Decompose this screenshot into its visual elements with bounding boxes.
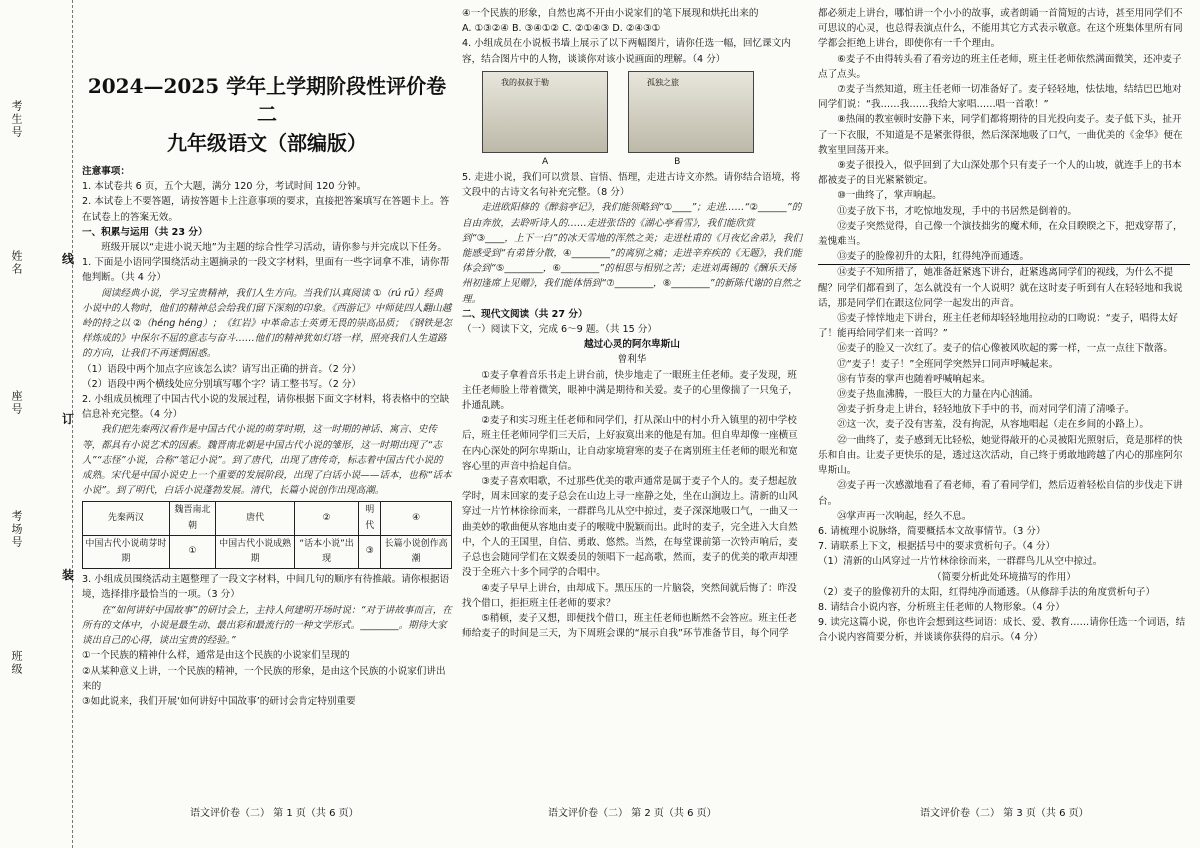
table-row (83, 502, 452, 535)
table-cell: 魏晋南北朝 (169, 502, 215, 535)
question-7-sub: （1）清新的山风穿过一片竹林徐徐而来，一群群鸟儿从空中掠过。 (818, 556, 1103, 568)
article-paragraph: ⑧热闹的教室顿时安静下来，同学们都将期待的目光投向麦子。麦子低下头，扯开了一下衣服，不知道是不是紧张得很，然后深深地吸了口气，一曲优美的《金华》便在教室里回荡开来。 (818, 114, 1183, 156)
sentence-option: ②从某种意义上讲，一个民族的精神，一个民族的形象，是由这个民族的小说家们讲出来的 (82, 665, 446, 692)
cut-line-mark: 装 (62, 568, 75, 582)
article-paragraph: ⑥麦子不由得转头看了看旁边的班主任老师，班主任老师依然满面微笑，还冲麦子点了点头。 (818, 53, 1182, 80)
question-1-sub: （1）语段中两个加点字应该怎么读？请写出正确的拼音。（2 分） (82, 363, 362, 375)
table-cell: 中国古代小说成熟期 (216, 535, 295, 568)
section-heading: 二、现代文阅读（共 27 分） (462, 308, 588, 320)
answer-choices: A. ①③②④ B. ③④①② C. ②①④③ D. ②④③① (462, 23, 661, 35)
note-item: 2. 本试卷上不要答题，请按答题卡上注意事项的要求，直接把答案填写在答题卡上。答在试卷上的答案无效。 (82, 196, 450, 223)
article-author: 曾利华 (617, 354, 647, 366)
question-4: 4. 小组成员在小说板书墙上展示了以下两幅图片，请你任选一幅，回忆课文内容，结合图片中的人物，谈谈你对该小说画面的理解。（4 分） (462, 38, 791, 65)
notes-heading: 注意事项： (82, 166, 130, 177)
table-cell: 先秦两汉 (83, 502, 170, 535)
illustration-labels (542, 155, 802, 170)
article-paragraph: ⑲麦子热血沸腾，一股巨大的力量在内心汹涌。 (837, 389, 1039, 401)
article-paragraph: ㉓麦子再一次感激地看了看老师，看了看同学们，然后迈着轻松自信的步伐走下讲台。 (818, 480, 1183, 507)
history-table (82, 501, 452, 569)
table-cell: ③ (359, 535, 381, 568)
question-2-passage: 我们把先秦两汉看作是中国古代小说的萌芽时期，这一时期的神话、寓言、史传等，都具有小说艺术的因素。魏晋南北朝是中国古代小说的雏形，这一时期出现了“志人”“志怪”小说，合称“笔记小说”。到了唐代，出现了唐传奇，标志着中国古代小说的成熟。宋代是中国小说史上一个重要的发展阶段，出现了白话小说——话本，也称“话本小说”。到了明代，白话小说蓬勃发展。清代，长篇小说创作出现高潮。 (82, 424, 452, 497)
question-7-hint: （简要分析此处环境描写的作用） (932, 571, 1076, 583)
article-paragraph: ⑬麦子的脸像初升的太阳，红得纯净而通透。 (818, 249, 1190, 265)
exam-room-label: 考场号 (10, 510, 23, 549)
question-6: 6. 请梳理小说脉络，简要概括本文故事情节。（3 分） (818, 525, 1046, 537)
question-1-passage: 阅读经典小说，学习宝贵精神，我们人生方向。当我们认真阅读 ①（rú rǔ）经典小说中的人物时，他们的精神总会给我们留下深刻的印象。《西游记》中师徒四人翻山越岭的持之以 ②（héng héng）；《红岩》中革命志士英勇无畏的崇高品质；《钢铁是怎样炼成的》中保尔不屈的意志与奋斗……他们的精神犹如灯塔一样，照亮我们人生道路的方向，让我们不再迷惘困惑。 (82, 287, 453, 360)
activity-intro: 班级开展以“走进小说天地”为主题的综合性学习活动，请你参与并完成以下任务。 (101, 242, 447, 254)
question-3-passage: 在“如何讲好中国故事”的研讨会上，主持人何建明开场时说：“对于讲故事而言，在所有的文体中，小说是最生动、最出彩和最流行的一种文学形式。________。期待大家谈出自己的心得，谈出宝贵的经验。” (82, 604, 452, 647)
table-cell: “话本小说”出现 (294, 535, 358, 568)
question-7: 7. 请联系上下文，根据括号中的要求赏析句子。（4 分） (818, 541, 1056, 553)
question-9: 9. 读完这篇小说，你也许会想到这些词语：成长、爱、教育……请你任选一个词语，结合小说内容简要分析，并谈谈你获得的启示。（4 分） (818, 617, 1186, 644)
section-heading: 一、积累与运用（共 23 分） (82, 226, 208, 238)
article-paragraph: ①麦子拿着音乐书走上讲台前，快步地走了一眼班主任老师。麦子发现，班主任老师脸上带着微笑，眼神中满是期待和关爱。麦子的心里像揣了一只兔子，扑通乱跳。 (462, 369, 798, 412)
table-row (83, 535, 452, 568)
sentence-option: ④一个民族的形象，自然也离不开由小说家们的笔下展现和烘托出来的 (462, 8, 759, 19)
illustration-row (482, 71, 802, 153)
cut-line-mark: 线 (62, 252, 75, 266)
illustration-caption: 我的叔叔于勒 (501, 77, 549, 87)
page-footer: 语文评价卷（二） 第 3 页（共 6 页） (920, 808, 1089, 819)
name-label: 姓名 (10, 250, 23, 276)
article-paragraph: ㉔掌声再一次响起，经久不息。 (837, 510, 972, 522)
article-paragraph: ⑨麦子很投入，似乎回到了大山深处那个只有麦子一个人的山坡，就连手上的书本都被麦子的目光紧紧锁定。 (818, 160, 1182, 187)
reading-heading: （一）阅读下文，完成 6～9 题。（共 15 分） (462, 324, 657, 336)
illustration-a (482, 71, 608, 153)
article-paragraph: ⑤稍顿，麦子又想，即便找个借口，班主任老师也断然不会答应。班主任老师给麦子的时间是三天，为下周班会课的“展示自我”环节准备节目，每个同学 (462, 612, 797, 640)
article-paragraph: ⑩一曲终了，掌声响起。 (837, 190, 942, 202)
seat-label: 座号 (10, 390, 23, 416)
article-paragraph: ⑱有节奏的掌声也随着呼喊响起来。 (837, 373, 991, 385)
article-paragraph: ⑰“麦子！麦子！”全班同学突然异口同声呼喊起来。 (837, 358, 1059, 370)
page-column-2 (462, 6, 802, 641)
page-footer: 语文评价卷（二） 第 1 页（共 6 页） (190, 808, 359, 819)
sentence-option: ①一个民族的精神什么样，通常是由这个民族的小说家们呈现的 (82, 650, 350, 662)
question-1: 1. 下面是小语同学围绕活动主题摘录的一段文字材料，里面有一些字词拿不准，请你帮他判断。（共 4 分） (82, 257, 450, 284)
question-3: 3. 小组成员围绕活动主题整理了一段文字材料，中间几句的顺序有待推敲。请你根据语境，选择排序最恰当的一项。（3 分） (82, 574, 450, 601)
examinee-no-label: 考生号 (10, 100, 23, 139)
question-8: 8. 请结合小说内容，分析班主任老师的人物形象。（4 分） (818, 601, 1065, 613)
table-cell: ① (169, 535, 215, 568)
illustration-label: B (674, 156, 681, 167)
table-cell: 长篇小说创作高潮 (381, 535, 452, 568)
table-cell: 中国古代小说萌芽时期 (83, 535, 170, 568)
article-paragraph: ⑭麦子不知所措了，她准备赶紧逃下讲台，赶紧逃离同学们的视线，为什么不提醒？同学们都看到了，怎么就没有一个人说明？就在这时麦子听到有人在轻轻地和我说话，那是同学们在跟这位同学一起发出的声音。 (818, 267, 1183, 309)
sentence-option: ③如此说来，我们开展‘如何讲好中国故事’的研讨会肯定特别重要 (82, 695, 356, 707)
article-paragraph: ⑦麦子当然知道，班主任老师一切准备好了。麦子轻轻地，怯怯地，结结巴巴地对同学们说：“我……我……我给大家唱……唱一首歌！” (818, 84, 1182, 111)
page-footer: 语文评价卷（二） 第 2 页（共 6 页） (548, 808, 717, 819)
page-column-3 (818, 6, 1190, 646)
table-cell: ④ (381, 502, 452, 535)
table-cell: 唐代 (216, 502, 295, 535)
note-item: 1. 本试卷共 6 页，五个大题，满分 120 分，考试时间 120 分钟。 (82, 181, 367, 193)
question-2: 2. 小组成员梳理了中国古代小说的发展过程，请你根据下面文字材料，将表格中的空缺信息补充完整。（4 分） (82, 394, 450, 421)
question-1-sub: （2）语段中两个横线处应分别填写哪个字？请工整书写。（2 分） (82, 378, 362, 390)
table-cell: 明代 (359, 502, 381, 535)
illustration-caption: 孤独之旅 (647, 77, 679, 87)
exam-title: 2024—2025 学年上学期阶段性评价卷二 (87, 74, 447, 126)
illustration-label: A (542, 156, 549, 167)
article-paragraph: ⑫麦子突然觉得，自己像一个演技拙劣的魔术师，在众目睽睽之下，把戏穿帮了，羞愧难当。 (818, 220, 1183, 248)
class-label: 班级 (10, 650, 23, 676)
page-column-1 (82, 6, 452, 709)
illustration-b (628, 71, 754, 153)
article-paragraph: ②麦子和实习班主任老师和同学们，打从深山中的村小升入镇里的初中学校后，班主任老师同学们三天后，上好寂寞出来的他是有加。但自卑却像一座横亘在内心深处的阿尔卑斯山，让自动家境窘寒的麦子在离别班主任老师的眼光和宽容心里的声音中拾起自信。 (462, 415, 798, 472)
article-paragraph: 都必须走上讲台，哪怕讲一个小小的故事，或者朗诵一首简短的古诗，甚至用同学们不可思议的心灵，也总得表演点什么，不能用其它方式表示敬意。在这个班集体里所有同学都会拒绝上讲台，即使你有一千个理由。 (818, 8, 1183, 50)
article-paragraph: ⑮麦子悻悻地走下讲台，班主任老师却轻轻地用拉动的口吻说：“麦子，唱得太好了！能再给同学们来一首吗？” (818, 313, 1178, 340)
binding-margin (0, 0, 73, 848)
article-paragraph: ⑪麦子放下书，才吃惊地发现，手中的书居然是倒着的。 (837, 205, 1078, 217)
article-paragraph: ⑳麦子折身走上讲台，轻轻地放下手中的书，而对同学们清了清嗓子。 (837, 404, 1135, 416)
article-paragraph: ㉒一曲终了，麦子感到无比轻松，她觉得敲开的心灵被阳光照射后，竟是那样的快乐和自由。让麦子更快乐的是，透过这次活动，自己终于勇敢地跨越了内心的那座阿尔卑斯山。 (818, 434, 1183, 477)
table-cell: ② (294, 502, 358, 535)
question-5-passage: 走进欧阳修的《醉翁亭记》，我们能领略到“①____”；走进……“②______”的自由奔放，去聆听诗人的……走进张岱的《湖心亭看雪》，我们能欣赏到“③____，上下一白”的冰天雪地的浑然之美；走进杜甫的《月夜忆舍弟》，我们能感受到“有弟皆分散，④________”的离别之痛；走进辛弃疾的《无题》，我们能体会到“⑤________，⑥________”的相思与相别之苦；走进刘禹锡的《酬乐天扬州初逢席上见赠》，我们能体悟到“⑦________，⑧________”的新陈代谢的自然之理。 (462, 202, 802, 305)
cut-line-mark: 订 (62, 412, 75, 426)
article-paragraph: ③麦子喜欢唱歌，不过那些优美的歌声通常是属于麦子个人的。麦子想起放学时，周末回家的麦子总会在山边上寻一座静之处，坐在山涧边上。清新的山风穿过一片竹林徐徐而来，一群群鸟儿从空中掠过，麦子深深地吸口气，一曲又一曲美妙的歌曲便从容地由麦子的喉咙中脱颖而出。此时的麦子，完全进入大自然中，个人的王国里，自信、勇敢、悠然。当然，在每堂课前第一次铃声响后，麦子总也会随同学们在文娱委员的领唱下一起高歌，然而，麦子的优美的歌声却湮没于全班六十多个同学的合唱中。 (462, 476, 798, 579)
exam-subtitle: 九年级语文（部编版） (167, 131, 367, 155)
article-title: 越过心灵的阿尔卑斯山 (584, 339, 680, 351)
article-paragraph: ④麦子早早上讲台，由却成下。黑压压的一片脑袋，突然间就后悔了：昨没找个借口，拒拒班主任老师的要求？ (462, 582, 797, 609)
article-paragraph: ⑯麦子的脸又一次红了。麦子的信心像被风吹起的雾一样，一点一点往下散落。 (837, 343, 1173, 355)
question-5: 5. 走进小说，我们可以赏景、盲悟、悟理，走进古诗文亦然。请你结合语境，将文段中的古诗文名句补充完整。（8 分） (462, 172, 801, 199)
article-paragraph: ㉑这一次，麦子没有害羞，没有拘泥，从容地唱起（走在乡间的小路上）。 (837, 419, 1149, 431)
question-7-sub: （2）麦子的脸像初升的太阳，红得纯净而通透。（从修辞手法的角度赏析句子） (818, 586, 1156, 598)
